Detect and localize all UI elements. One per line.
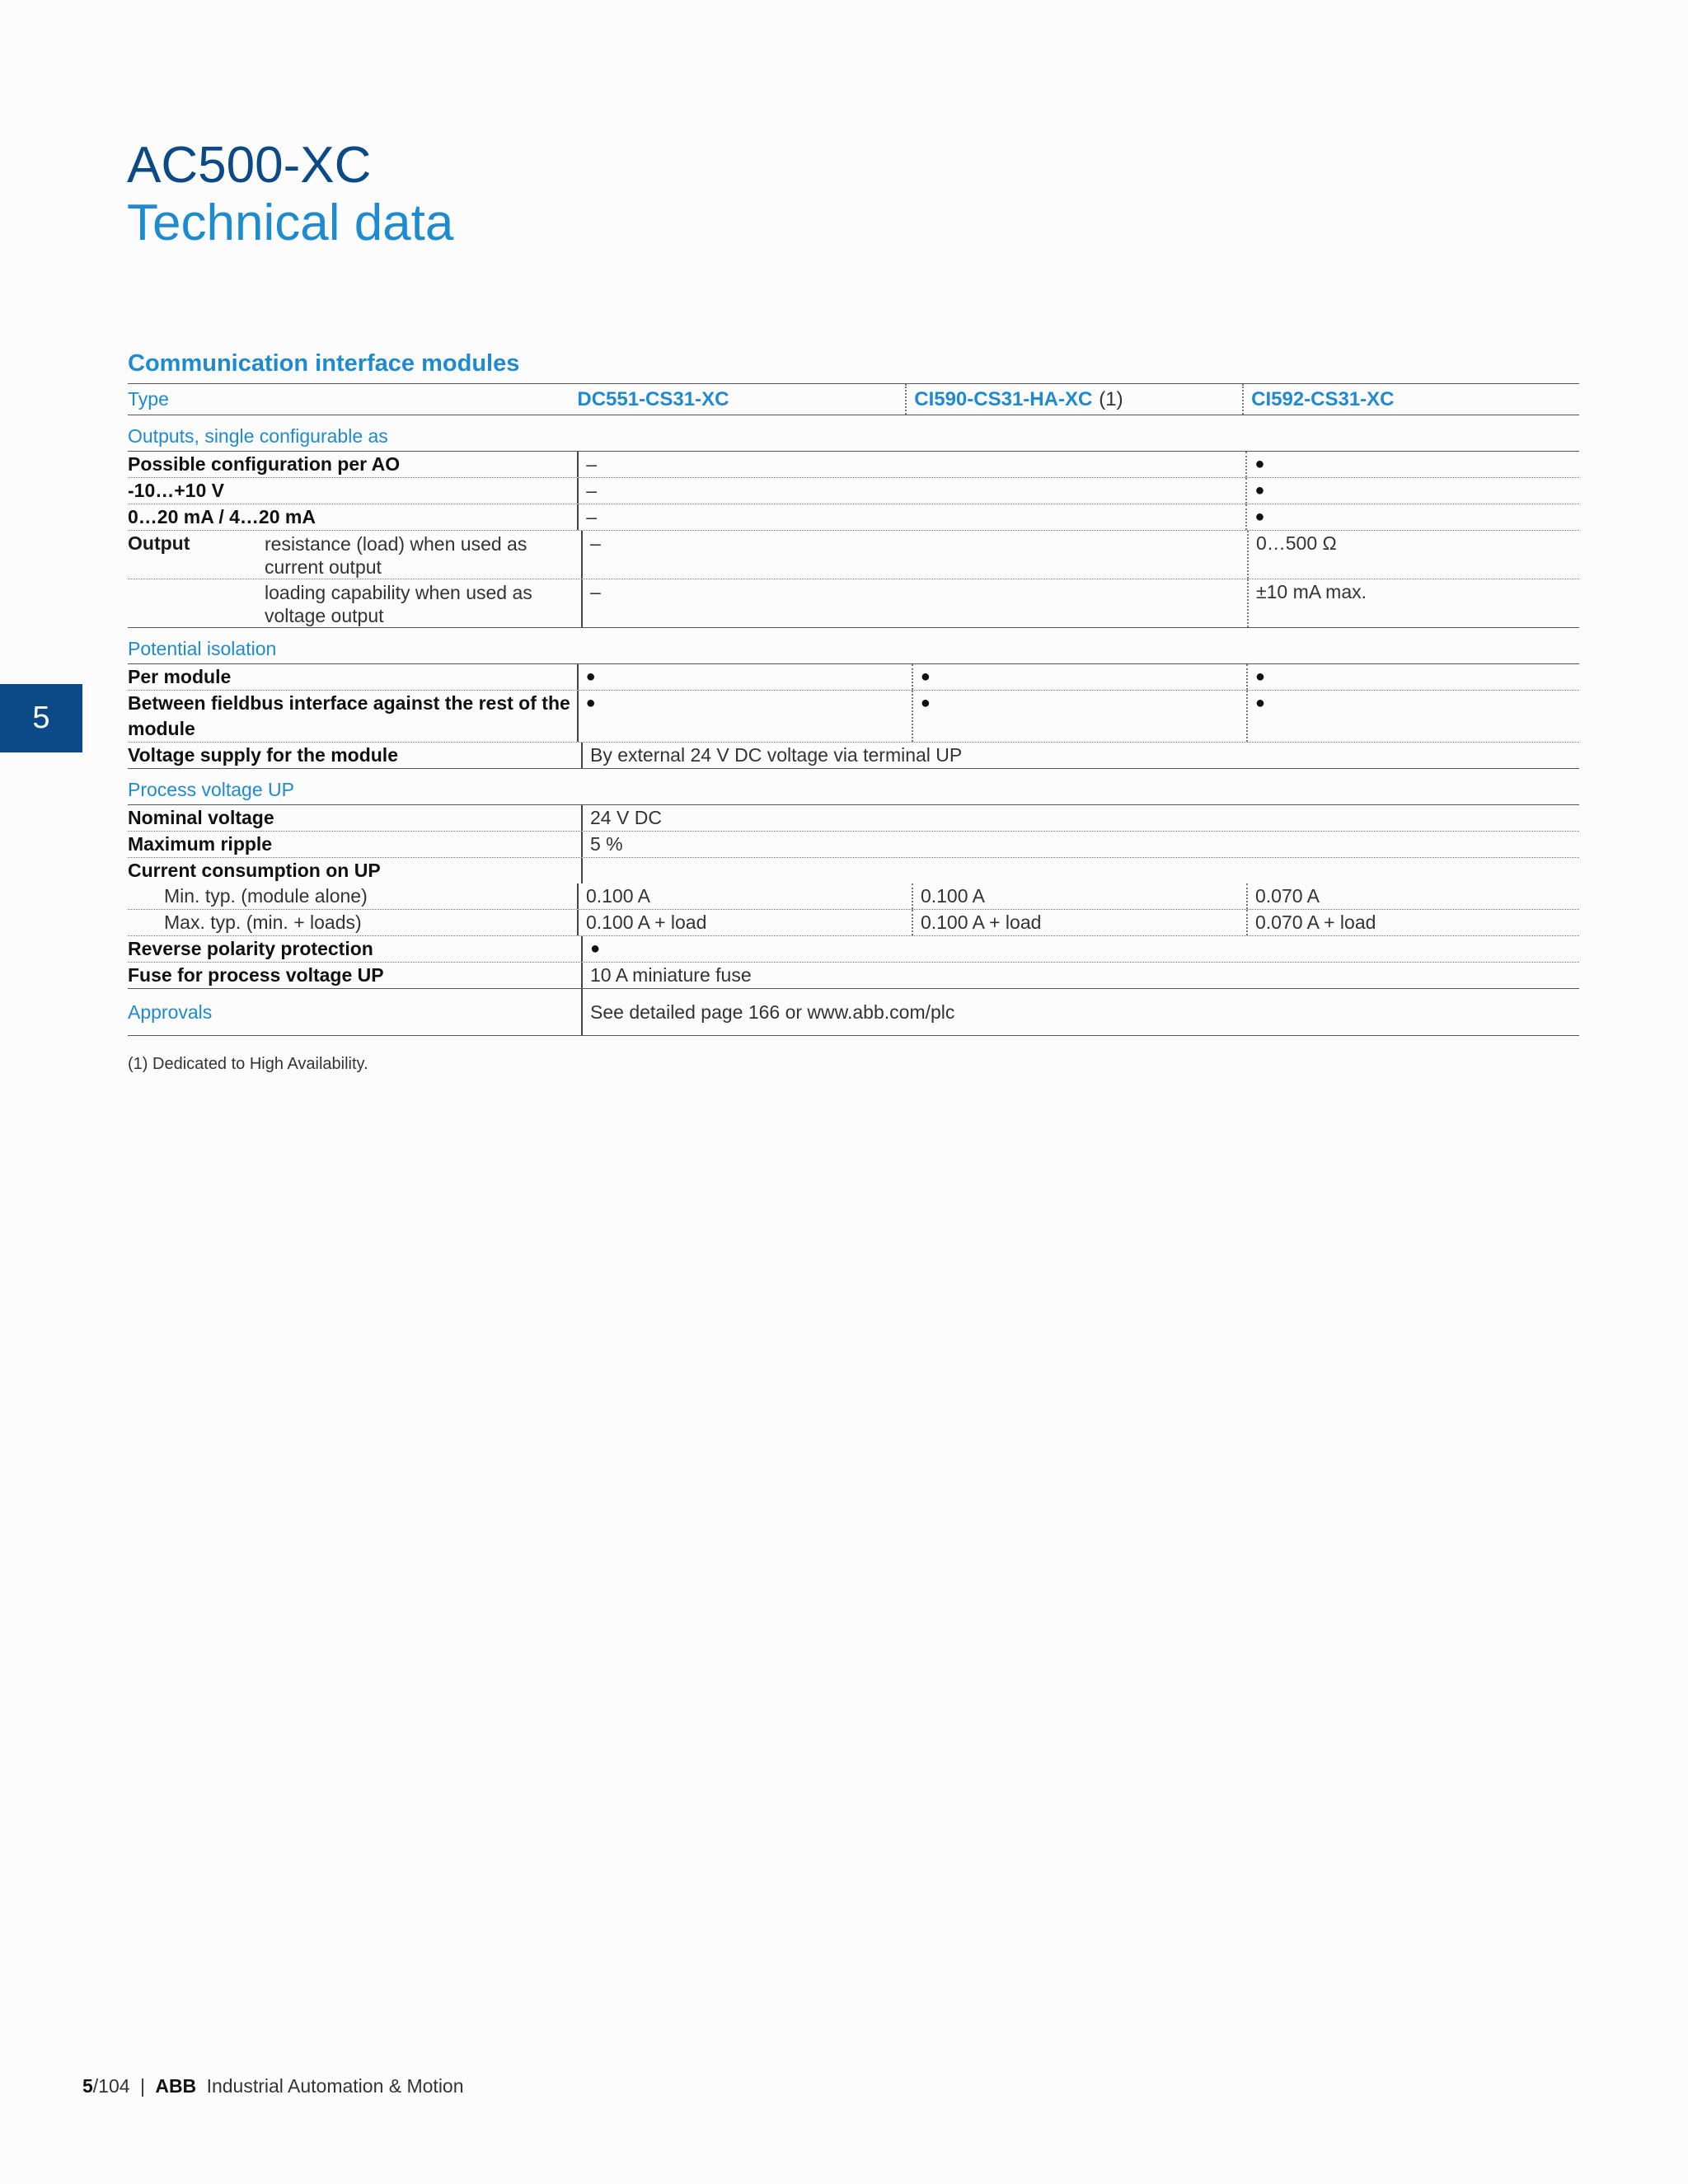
brand-name: ABB [155, 2075, 197, 2097]
section-title: Communication interface modules [128, 350, 520, 377]
type-label: Type [128, 388, 169, 410]
page-title: AC500-XC [127, 137, 372, 194]
table-row: -10…+10 V – ● [128, 478, 1579, 504]
table-row: Output resistance (load) when used as current output – 0…500 Ω [128, 531, 1579, 579]
group-process-voltage: Process voltage UP [128, 769, 1579, 805]
group-outputs: Outputs, single configurable as [128, 415, 1579, 452]
spec-table [128, 383, 1579, 1036]
table-row: Current consumption on UP [128, 858, 1579, 883]
table-row: Maximum ripple 5 % [128, 832, 1579, 858]
page-number: 5 [82, 2075, 93, 2097]
column-header-dc551: DC551-CS31-XC [577, 387, 729, 410]
table-row: Possible configuration per AO – ● [128, 452, 1579, 478]
group-potential-isolation: Potential isolation [128, 628, 1579, 664]
table-row: Between fieldbus interface against the rest of the module ● ● ● [128, 691, 1579, 743]
table-row: Min. typ. (module alone) 0.100 A 0.100 A 0.070 A [128, 883, 1579, 910]
chapter-tab[interactable]: 5 [0, 684, 82, 752]
table-header [128, 383, 1579, 415]
table-row-approvals: Approvals See detailed page 166 or www.abb.com/plc [128, 989, 1579, 1036]
table-row: Nominal voltage 24 V DC [128, 805, 1579, 832]
column-header-ci592: CI592-CS31-XC [1242, 384, 1579, 415]
table-row: loading capability when used as voltage output – ±10 mA max. [128, 579, 1579, 628]
table-row: Reverse polarity protection ● [128, 936, 1579, 963]
table-row: 0…20 mA / 4…20 mA – ● [128, 504, 1579, 531]
table-row: Max. typ. (min. + loads) 0.100 A + load 0.100 A + load 0.070 A + load [128, 910, 1579, 936]
column-header-ci590: CI590-CS31-HA-XC (1) [905, 384, 1242, 415]
table-row: Voltage supply for the module By external 24 V DC voltage via terminal UP [128, 743, 1579, 769]
page-subtitle: Technical data [127, 194, 454, 251]
table-row: Per module ● ● ● [128, 664, 1579, 691]
table-row: Fuse for process voltage UP 10 A miniature fuse [128, 963, 1579, 989]
footnote: (1) Dedicated to High Availability. [128, 1055, 368, 1073]
page-footer: 5/104 | ABB Industrial Automation & Motion [82, 2075, 464, 2097]
